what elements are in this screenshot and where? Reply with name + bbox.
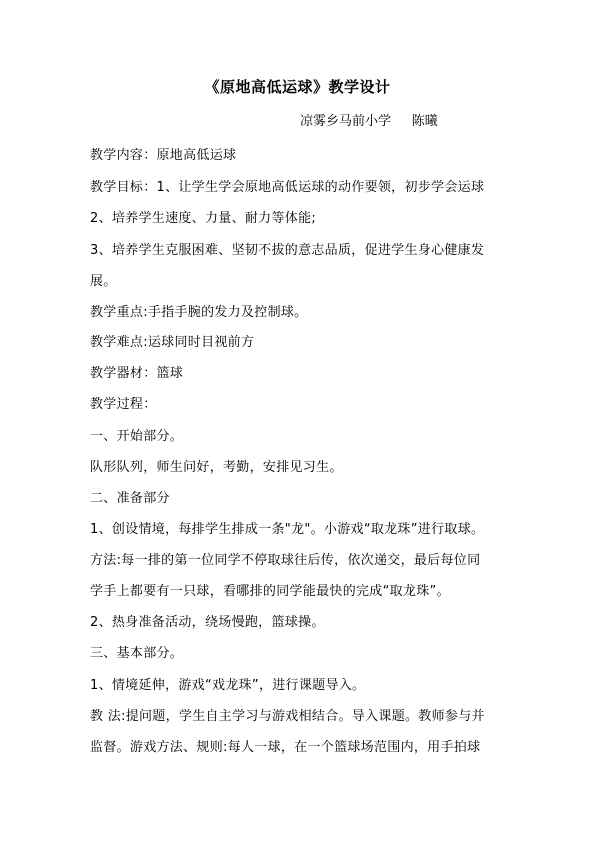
section-basic: 三、基本部分。 bbox=[90, 646, 184, 661]
paragraph-objective-2: 2、培养学生速度、力量、耐力等体能; bbox=[90, 211, 317, 226]
paragraph-prep-method-cont: 学手上都要有一只球，看哪排的同学能最快的完成“取龙珠”。 bbox=[90, 584, 450, 599]
author-school: 凉雾乡马前小学 bbox=[300, 114, 392, 129]
section-preparation: 二、准备部分 bbox=[90, 491, 170, 506]
section-opening: 一、开始部分。 bbox=[90, 429, 184, 444]
paragraph-objective-3-cont: 展。 bbox=[90, 274, 117, 289]
paragraph-difficulty: 教学难点:运球同时目视前方 bbox=[90, 335, 255, 350]
paragraph-equipment: 教学器材：篮球 bbox=[90, 366, 184, 381]
document-title: 《原地高低运球》教学设计 bbox=[204, 78, 391, 96]
paragraph-prep-1: 1、创设情境，每排学生排成一条"龙"。小游戏“取龙珠”进行取球。 bbox=[90, 522, 485, 537]
paragraph-teaching-method: 教 法:提问题，学生自主学习与游戏相结合。导入课题。教师参与并 bbox=[90, 709, 485, 724]
paragraph-basic-1: 1、情境延伸，游戏“戏龙珠”，进行课题导入。 bbox=[90, 678, 366, 693]
paragraph-objective-3: 3、培养学生克服困难、坚韧不拔的意志品质，促进学生身心健康发 bbox=[90, 243, 485, 258]
author-line bbox=[300, 110, 438, 129]
paragraph-process: 教学过程： bbox=[90, 397, 157, 412]
paragraph-prep-2: 2、热身准备活动，绕场慢跑，篮球操。 bbox=[90, 615, 325, 630]
paragraph-key-point: 教学重点:手指手腕的发力及控制球。 bbox=[90, 305, 308, 320]
author-name: 陈曦 bbox=[411, 114, 438, 129]
paragraph-opening-detail: 队形队列，师生问好，考勤，安排见习生。 bbox=[90, 460, 343, 475]
paragraph-objective-1: 教学目标：1、让学生学会原地高低运球的动作要领，初步学会运球 bbox=[90, 180, 485, 195]
paragraph-prep-method: 方法:每一排的第一位同学不停取球往后传，依次递交，最后每位同 bbox=[90, 553, 481, 568]
paragraph-content: 教学内容：原地高低运球 bbox=[90, 148, 237, 163]
paragraph-game-rules: 监督。游戏方法、规则:每人一球，在一个篮球场范围内，用手拍球 bbox=[90, 740, 481, 755]
